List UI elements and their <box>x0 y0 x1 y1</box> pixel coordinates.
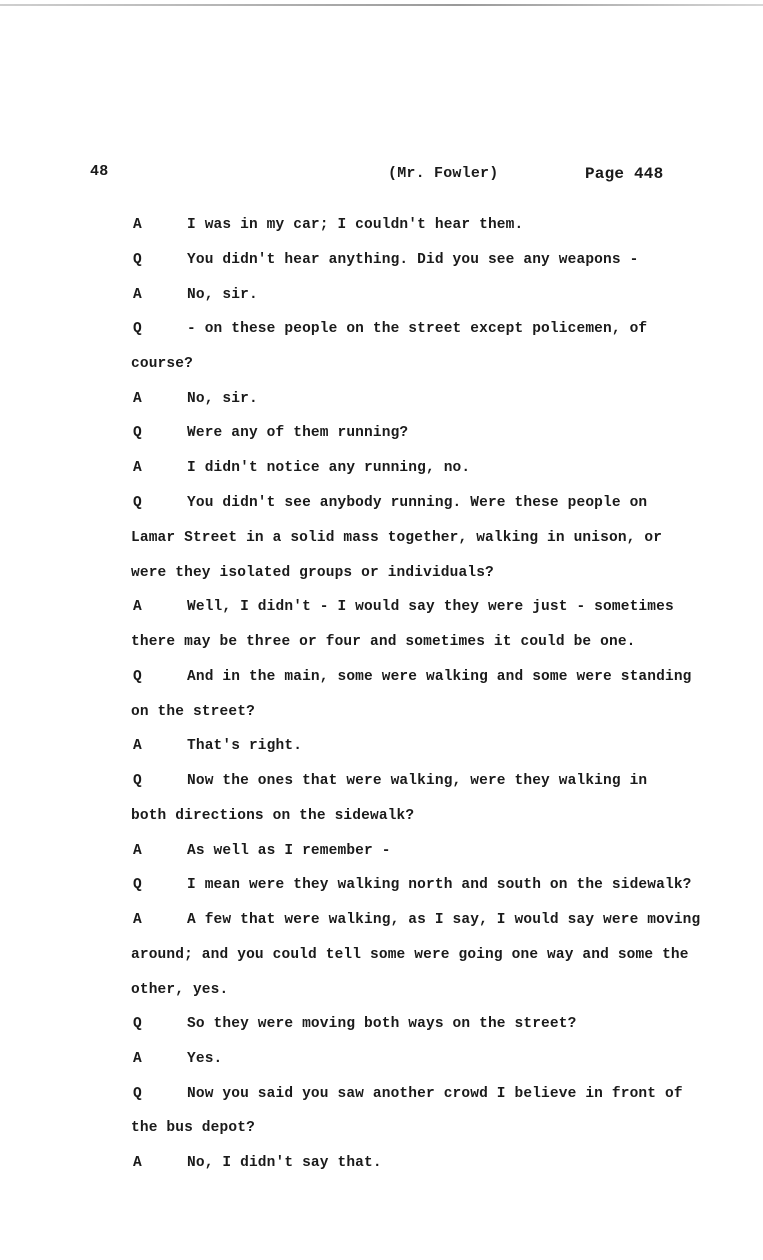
testimony-line: No, sir. <box>187 287 258 303</box>
testimony-line: I mean were they walking north and south on the sidewalk? <box>187 877 692 893</box>
speaker-marker: Q <box>133 669 142 685</box>
testimony-line: As well as I remember - <box>187 843 391 859</box>
testimony-line: And in the main, some were walking and some were standing <box>187 669 692 685</box>
testimony-line: A few that were walking, as I say, I would say were moving <box>187 912 701 928</box>
speaker-marker: Q <box>133 252 142 268</box>
speaker-marker: A <box>133 738 142 754</box>
speaker-marker: Q <box>133 877 142 893</box>
speaker-marker: A <box>133 460 142 476</box>
speaker-marker: Q <box>133 495 142 511</box>
speaker-marker: A <box>133 1051 142 1067</box>
speaker-marker: A <box>133 287 142 303</box>
testimony-continuation-line: on the street? <box>131 704 255 720</box>
testimony-line: Yes. <box>187 1051 223 1067</box>
testimony-line: Were any of them running? <box>187 425 409 441</box>
margin-number: 48 <box>90 163 109 180</box>
testimony-line: Well, I didn't - I would say they were just - sometimes <box>187 599 674 615</box>
testimony-line: Now the ones that were walking, were they walking in <box>187 773 648 789</box>
page-number: Page 448 <box>585 165 664 183</box>
speaker-marker: Q <box>133 1086 142 1102</box>
speaker-marker: A <box>133 391 142 407</box>
speaker-marker: A <box>133 1155 142 1171</box>
testimony-line: No, sir. <box>187 391 258 407</box>
testimony-continuation-line: around; and you could tell some were going one way and some the <box>131 947 689 963</box>
speaker-marker: Q <box>133 425 142 441</box>
testimony-continuation-line: other, yes. <box>131 982 229 998</box>
speaker-marker: A <box>133 217 142 233</box>
testimony-line: Now you said you saw another crowd I believe in front of <box>187 1086 683 1102</box>
speaker-marker: A <box>133 599 142 615</box>
testimony-line: That's right. <box>187 738 303 754</box>
testimony-continuation-line: both directions on the sidewalk? <box>131 808 415 824</box>
testimony-continuation-line: were they isolated groups or individuals? <box>131 565 494 581</box>
speaker-marker: A <box>133 912 142 928</box>
testimony-line: I was in my car; I couldn't hear them. <box>187 217 524 233</box>
testimony-continuation-line: Lamar Street in a solid mass together, walking in unison, or <box>131 530 663 546</box>
testimony-line: No, I didn't say that. <box>187 1155 382 1171</box>
speaker-marker: Q <box>133 321 142 337</box>
testimony-line: - on these people on the street except policemen, of <box>187 321 648 337</box>
speaker-heading: (Mr. Fowler) <box>388 165 499 182</box>
testimony-line: I didn't notice any running, no. <box>187 460 471 476</box>
speaker-marker: Q <box>133 773 142 789</box>
speaker-marker: A <box>133 843 142 859</box>
testimony-line: You didn't see anybody running. Were these people on <box>187 495 648 511</box>
testimony-continuation-line: there may be three or four and sometimes it could be one. <box>131 634 636 650</box>
testimony-line: So they were moving both ways on the street? <box>187 1016 577 1032</box>
testimony-continuation-line: course? <box>131 356 193 372</box>
testimony-continuation-line: the bus depot? <box>131 1120 255 1136</box>
speaker-marker: Q <box>133 1016 142 1032</box>
testimony-line: You didn't hear anything. Did you see any weapons - <box>187 252 639 268</box>
